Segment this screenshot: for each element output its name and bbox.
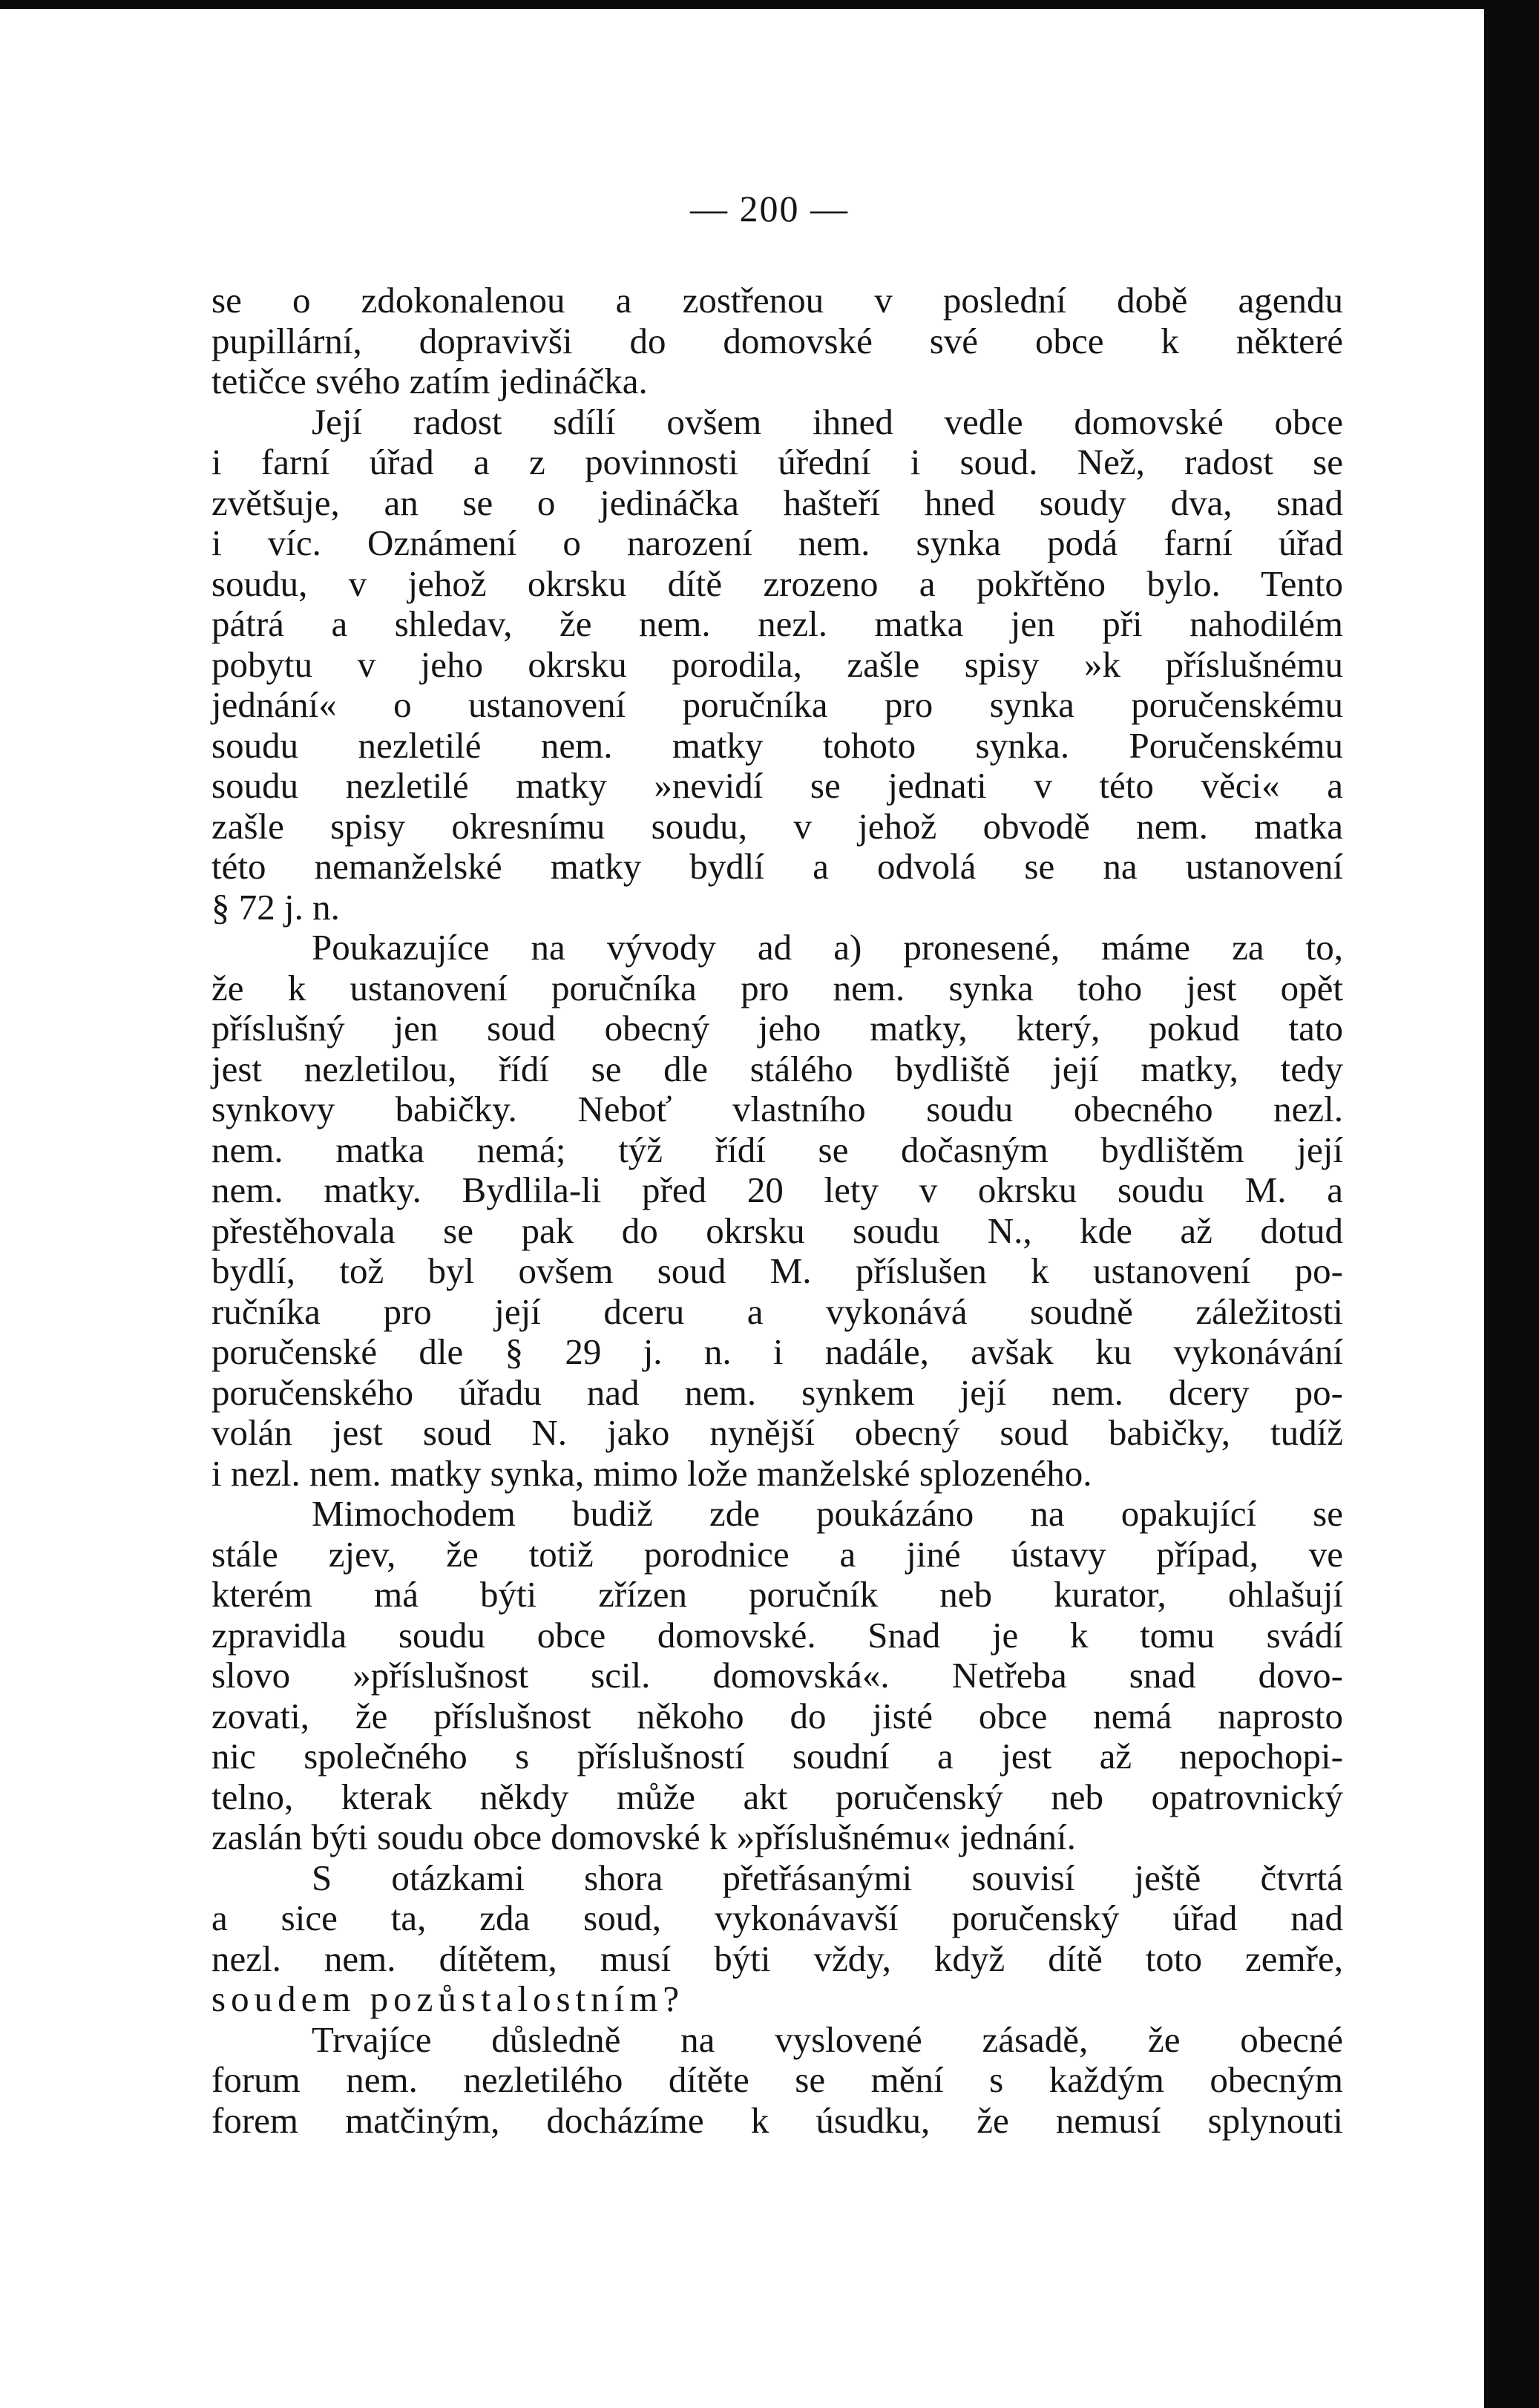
text-line: Trvajíce důsledně na vyslovené zásadě, že obecné [312,2018,1343,2060]
text-line: slovo »příslušnost scil. domovská«. Netřeba snad dovo- [211,1655,1343,1696]
page-number: — 200 — [690,188,849,229]
scan-border-top [0,0,1539,9]
text-line: bydlí, tož byl ovšem soud M. příslušen k ustanovení po- [211,1250,1343,1291]
text-line: poručenského úřadu nad nem. synkem její nem. dcery po- [211,1371,1343,1413]
text-line: a sice ta, zda soud, vykonávavší poručenský úřad nad [211,1897,1343,1938]
text-line: soudu nezletilé matky »nevidí se jednati v této věci« a [211,765,1343,806]
text-line: Mimochodem budiž zde poukázáno na opakující se [312,1493,1343,1534]
text-line: forem matčiným, docházíme k úsudku, že nemusí splynouti [211,2099,1343,2141]
text-line: tetičce svého zatím jedináčka. [211,361,648,401]
text-line: jest nezletilou, řídí se dle stálého bydliště její matky, tedy [211,1048,1343,1089]
text-line: forum nem. nezletilého dítěte se mění s každým obecným [211,2059,1343,2100]
text-line: že k ustanovení poručníka pro nem. synka toho jest opět [211,967,1343,1008]
text-line: § 72 j. n. [211,886,340,928]
text-line: soudem pozůstalostním? [211,1978,685,2019]
text-line: pupillární, dopravivši do domovské své obce k některé [211,320,1343,361]
text-line: se o zdokonalenou a zostřenou v poslední době agendu [211,280,1343,321]
text-line: soudu nezletilé nem. matky tohoto synka. Poručenskému [211,724,1343,766]
text-line: Poukazujíce na vývody ad a) pronesené, máme za to, [312,927,1343,968]
text-line: jednání« o ustanovení poručníka pro synka poručenskému [211,684,1343,725]
text-line: ručníka pro její dceru a vykonává soudně záležitosti [211,1290,1343,1332]
text-line: pátrá a shledav, že nem. nezl. matka jen při nahodilém [211,603,1343,644]
text-line: S otázkami shora přetřásanými souvisí ještě čtvrtá [312,1857,1343,1898]
text-line: synkovy babičky. Neboť vlastního soudu obecného nezl. [211,1089,1343,1129]
text-line: zovati, že příslušnost někoho do jisté obce nemá naprosto [211,1695,1343,1736]
text-line: volán jest soud N. jako nynější obecný soud babičky, tudíž [211,1412,1343,1453]
text-line: zaslán býti soudu obce domovské k »příslušnému« jednání. [211,1817,1076,1857]
text-line: zpravidla soudu obce domovské. Snad je k tomu svádí [211,1614,1343,1656]
text-line: nezl. nem. dítětem, musí býti vždy, když dítě toto zemře, [211,1938,1343,1979]
text-line: telno, kterak někdy může akt poručenský neb opatrovnický [211,1776,1343,1817]
text-line: i farní úřad a z povinnosti úřední i soud. Než, radost se [211,442,1343,482]
text-line: příslušný jen soud obecný jeho matky, který, pokud tato [211,1008,1343,1049]
text-line: pobytu v jeho okrsku porodila, zašle spisy »k příslušnému [211,643,1343,685]
text-line: soudu, v jehož okrsku dítě zrozeno a pokřtěno bylo. Tento [211,562,1343,604]
text-line: zvětšuje, an se o jedináčka hašteří hned soudy dva, snad [211,482,1343,523]
text-line: této nemanželské matky bydlí a odvolá se na ustanovení [211,846,1343,887]
text-line: kterém má býti zřízen poručník neb kurator, ohlašují [211,1574,1343,1615]
text-line: stále zjev, že totiž porodnice a jiné ústavy případ, ve [211,1533,1343,1575]
body-text [211,281,1343,2141]
text-line: Její radost sdílí ovšem ihned vedle domovské obce [312,401,1343,442]
text-line: nic společného s příslušností soudní a jest až nepochopi- [211,1736,1343,1777]
text-line: přestěhovala se pak do okrsku soudu N., kde až dotud [211,1210,1343,1251]
text-line: poručenské dle § 29 j. n. i nadále, avšak ku vykonávání [211,1331,1343,1372]
text-line: nem. matky. Bydlila-li před 20 lety v okrsku soudu M. a [211,1169,1343,1210]
text-line: i víc. Oznámení o narození nem. synka podá farní úřad [211,522,1343,563]
text-line: nem. matka nemá; týž řídí se dočasným bydlištěm její [211,1129,1343,1170]
scan-border-right [1484,0,1539,2408]
text-line: i nezl. nem. matky synka, mimo lože manželské splozeného. [211,1452,1092,1494]
text-line: zašle spisy okresnímu soudu, v jehož obvodě nem. matka [211,805,1343,847]
